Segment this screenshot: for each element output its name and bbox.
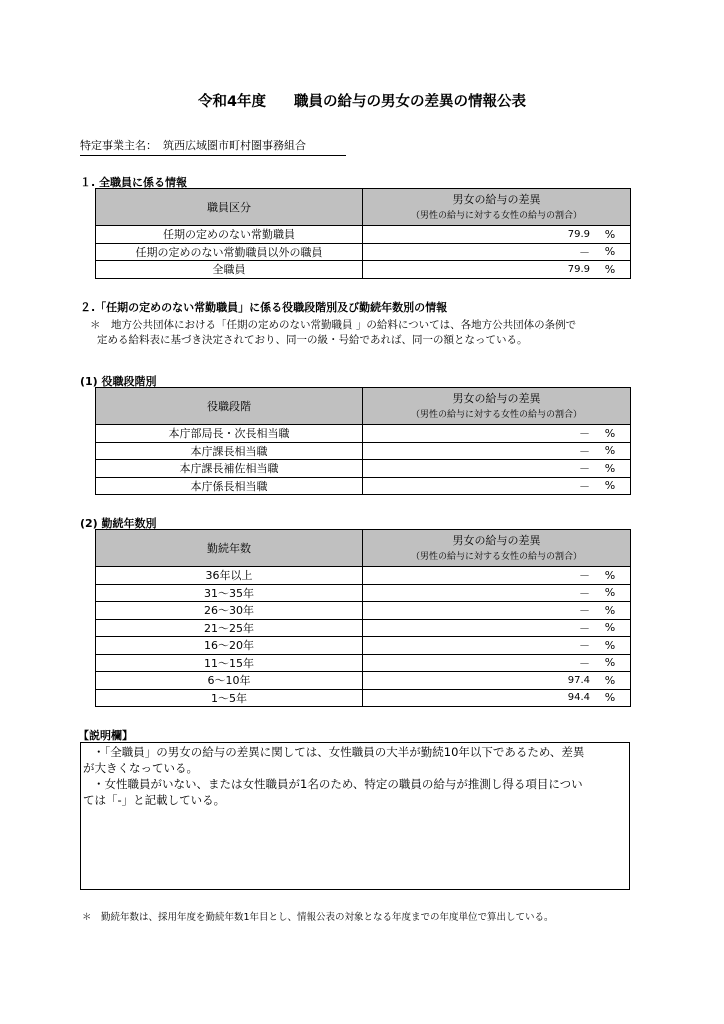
row-unit: % xyxy=(604,656,616,670)
row-label: 16～20年 xyxy=(96,637,363,655)
row-value: － xyxy=(579,427,590,441)
row-label: 36年以上 xyxy=(96,567,363,585)
remarks-box xyxy=(80,742,630,890)
row-value: － xyxy=(579,444,590,458)
row-value: － xyxy=(579,479,590,493)
row-value-cell xyxy=(363,425,631,443)
row-label: 6～10年 xyxy=(96,672,363,690)
row-value: 79.9 xyxy=(567,228,590,240)
section1-col-label: 職員区分 xyxy=(96,189,363,226)
table-row xyxy=(96,672,631,690)
row-value-cell xyxy=(363,261,631,279)
table-row xyxy=(96,243,631,261)
remarks-line2: が大きくなっている。 xyxy=(83,761,198,775)
row-unit: % xyxy=(604,227,616,241)
employer-label: 特定事業主名： xyxy=(80,139,157,152)
row-unit: % xyxy=(604,586,616,600)
section2-heading: ２.「任期の定めのない常勤職員」に係る役職段階別及び勤続年数別の情報 xyxy=(80,301,448,314)
row-label: 26～30年 xyxy=(96,602,363,620)
section2a-heading: (1) 役職段階別 xyxy=(80,375,157,388)
table-row xyxy=(96,654,631,672)
employer-name: 筑西広域圏市町村圏事務組合 xyxy=(163,139,306,152)
row-unit: % xyxy=(604,691,616,705)
row-unit: % xyxy=(604,461,616,475)
row-unit: % xyxy=(604,444,616,458)
row-label: 31～35年 xyxy=(96,584,363,602)
row-label: 本庁部局長・次長相当職 xyxy=(96,425,363,443)
section2b-col-label: 勤続年数 xyxy=(96,530,363,567)
remarks-line3: ・女性職員がいない、または女性職員が1名のため、特定の職員の給与が推測し得る項目につい xyxy=(93,777,583,791)
row-value-cell xyxy=(363,637,631,655)
row-value: － xyxy=(579,245,590,259)
table-row xyxy=(96,602,631,620)
employer-line xyxy=(80,137,346,156)
row-label: 11～15年 xyxy=(96,654,363,672)
row-unit: % xyxy=(604,479,616,493)
row-unit: % xyxy=(604,426,616,440)
table-row xyxy=(96,460,631,478)
remarks-heading: 【説明欄】 xyxy=(78,729,133,742)
row-value-cell xyxy=(363,567,631,585)
table-row xyxy=(96,637,631,655)
row-unit: % xyxy=(604,603,616,617)
row-value: 94.4 xyxy=(567,692,590,704)
row-value-cell xyxy=(363,442,631,460)
row-value: － xyxy=(579,586,590,600)
row-value-cell xyxy=(363,689,631,707)
row-value: － xyxy=(579,462,590,476)
row-value: － xyxy=(579,656,590,670)
title-text: 職員の給与の男女の差異の情報公表 xyxy=(294,94,527,110)
row-unit: % xyxy=(604,638,616,652)
row-value: － xyxy=(579,604,590,618)
section2-note-line2: 定める給料表に基づき決定されており、同一の級・号給であれば、同一の額となっている。 xyxy=(97,334,528,346)
section2a-col-diff-sub: （男性の給与に対する女性の給与の割合） xyxy=(410,409,582,420)
table-row xyxy=(96,619,631,637)
section1-col-diff-title: 男女の給与の差異 xyxy=(452,192,541,206)
row-unit: % xyxy=(604,245,616,259)
row-value-cell xyxy=(363,584,631,602)
row-label: 21～25年 xyxy=(96,619,363,637)
row-value: 79.9 xyxy=(567,263,590,275)
table-row xyxy=(96,567,631,585)
section1-heading: １. 全職員に係る情報 xyxy=(80,176,188,189)
section1-table xyxy=(95,188,631,279)
row-value-cell xyxy=(363,602,631,620)
row-label: 本庁課長補佐相当職 xyxy=(96,460,363,478)
section2a-col-diff-title: 男女の給与の差異 xyxy=(452,391,541,405)
section2b-col-diff-sub: （男性の給与に対する女性の給与の割合） xyxy=(410,551,582,562)
table-row xyxy=(96,226,631,244)
section2b-col-diff xyxy=(363,530,631,567)
section2a-col-label: 役職段階 xyxy=(96,388,363,425)
section1-col-diff-sub: （男性の給与に対する女性の給与の割合） xyxy=(410,210,582,221)
section2a-col-diff xyxy=(363,388,631,425)
row-label: 1～5年 xyxy=(96,689,363,707)
row-label: 全職員 xyxy=(96,261,363,279)
section1-col-diff xyxy=(363,189,631,226)
row-unit: % xyxy=(604,673,616,687)
section2-note-line1: ＊ 地方公共団体における「任期の定めのない常勤職員 」の給料については、各地方公共団体の条例で xyxy=(90,319,577,331)
row-value: － xyxy=(579,621,590,635)
section2b-heading: (2) 勤続年数別 xyxy=(80,517,157,530)
section2a-table xyxy=(95,387,631,495)
row-value-cell xyxy=(363,243,631,261)
row-value-cell xyxy=(363,226,631,244)
row-value-cell xyxy=(363,619,631,637)
row-label: 任期の定めのない常勤職員 xyxy=(96,226,363,244)
row-label: 本庁課長相当職 xyxy=(96,442,363,460)
row-value-cell xyxy=(363,654,631,672)
row-value-cell xyxy=(363,460,631,478)
row-value: － xyxy=(579,569,590,583)
page-title xyxy=(0,90,724,111)
row-label: 本庁係長相当職 xyxy=(96,477,363,495)
row-unit: % xyxy=(604,262,616,276)
row-value: － xyxy=(579,639,590,653)
table-row xyxy=(96,425,631,443)
remarks-line1: ・「全職員」の男女の給与の差異に関しては、女性職員の大半が勤続10年以下であるため、差異 xyxy=(93,745,585,759)
row-unit: % xyxy=(604,621,616,635)
row-unit: % xyxy=(604,568,616,582)
row-value: 97.4 xyxy=(567,674,590,686)
table-row xyxy=(96,689,631,707)
title-year: 令和4年度 xyxy=(197,94,267,110)
section2b-table xyxy=(95,529,631,707)
row-value-cell xyxy=(363,672,631,690)
remarks-line4: ては「-」と記載している。 xyxy=(83,793,226,807)
table-row xyxy=(96,442,631,460)
row-value-cell xyxy=(363,477,631,495)
row-label: 任期の定めのない常勤職員以外の職員 xyxy=(96,243,363,261)
table-row xyxy=(96,477,631,495)
section2b-col-diff-title: 男女の給与の差異 xyxy=(452,533,541,547)
footnote: ＊ 勤続年数は、採用年度を勤続年数1年目とし、情報公表の対象となる年度までの年度単位で算出している。 xyxy=(82,912,554,923)
table-row xyxy=(96,584,631,602)
table-row xyxy=(96,261,631,279)
